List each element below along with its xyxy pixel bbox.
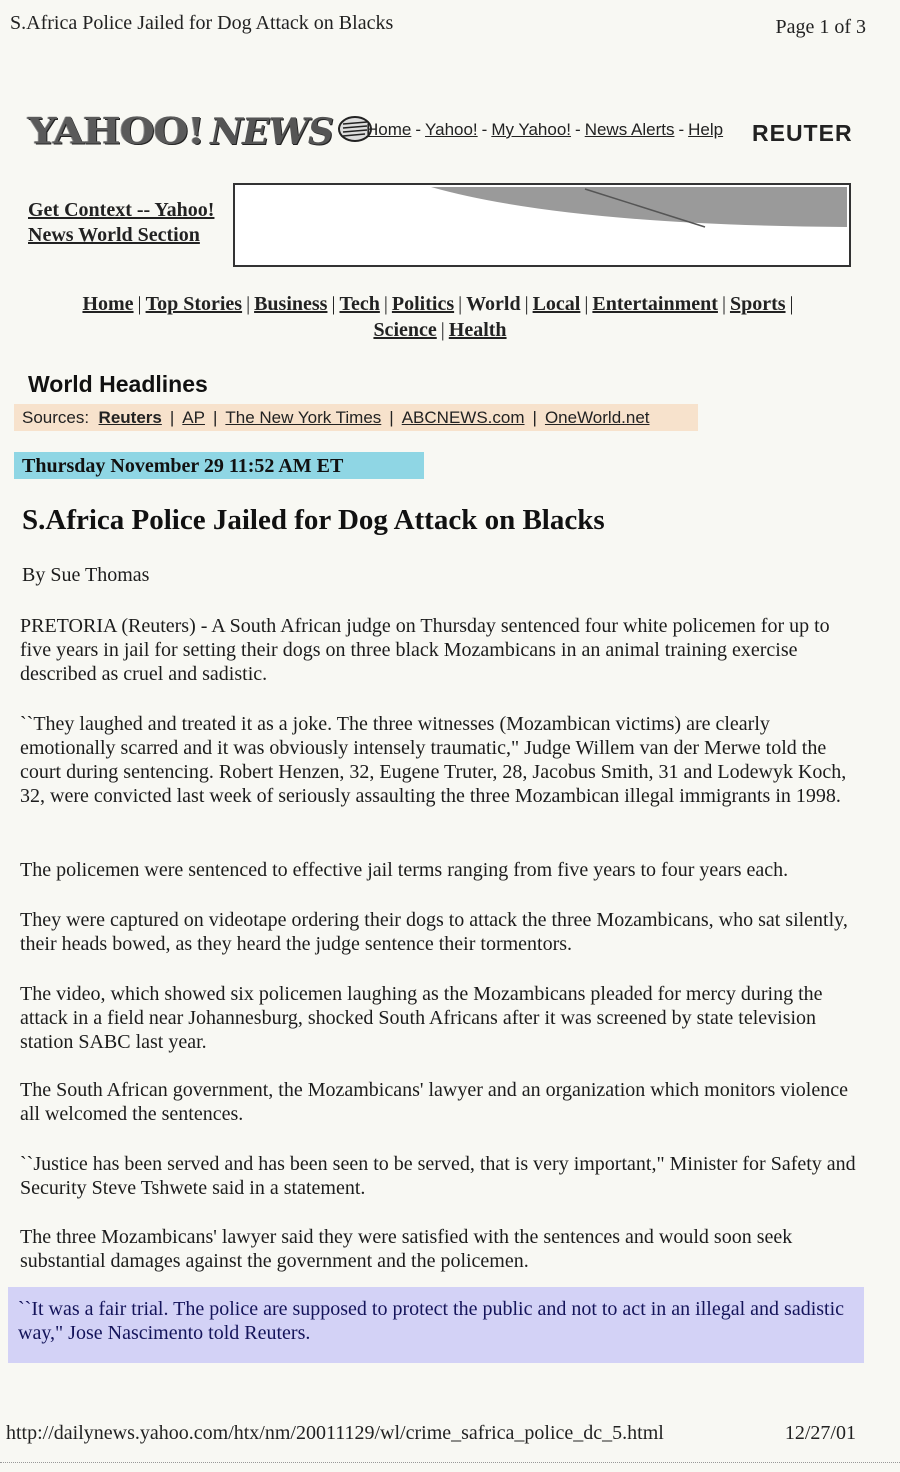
source-reuters[interactable]: Reuters <box>98 408 162 427</box>
article-paragraph: ``Justice has been served and has been seen to be served, that is very important," Minister for Safety and Security Steve Tshwete said in a statement. <box>20 1153 856 1199</box>
ad-banner[interactable] <box>233 183 851 267</box>
article-paragraph: The South African government, the Mozambicans' lawyer and an organization which monitors violence all welcomed the sentences. <box>20 1079 848 1125</box>
top-nav-yahoo[interactable]: Yahoo! <box>425 120 478 139</box>
cat-home[interactable]: Home <box>82 293 134 315</box>
category-nav: Home | Top Stories | Business | Tech | Politics | World | Local | Entertainment | Sports | Science | Health <box>82 293 794 341</box>
article-paragraph: PRETORIA (Reuters) - A South African judge on Thursday sentenced four white policemen for up to five years in jail for setting their dogs on three black Mozambicans in an animal training exercise described as cruel and sadistic. <box>20 615 830 685</box>
nav-separator: - <box>481 120 488 139</box>
yahoo-news-logo[interactable] <box>28 108 373 155</box>
context-link-line-1: Get Context -- Yahoo! <box>28 199 215 221</box>
print-footer-date: 12/27/01 <box>784 1422 856 1444</box>
cat-health[interactable]: Health <box>448 319 507 341</box>
article-paragraph: The policemen were sentenced to effective jail terms ranging from five years to four years each. <box>20 859 789 881</box>
top-nav-news-alerts[interactable]: News Alerts <box>584 120 675 139</box>
reuters-logo: REUTER <box>752 120 853 146</box>
article-paragraph: The three Mozambicans' lawyer said they were satisfied with the sentences and would soon seek substantial damages against the government and the policemen. <box>20 1226 793 1272</box>
article-headline: S.Africa Police Jailed for Dog Attack on Blacks <box>22 504 605 536</box>
nav-separator: - <box>575 120 581 139</box>
cat-tech[interactable]: Tech <box>339 293 380 315</box>
cat-entertainment[interactable]: Entertainment <box>592 293 718 315</box>
highlighted-quote: ``It was a fair trial. The police are supposed to protect the public and not to act in an illegal and sadistic way," Jose Nascimento told Reuters. <box>18 1298 845 1344</box>
cat-sports[interactable]: Sports <box>729 293 786 315</box>
top-nav <box>366 120 723 140</box>
top-nav-my-yahoo[interactable]: My Yahoo! <box>491 120 572 139</box>
sources-label: Sources: <box>22 408 90 427</box>
cat-local[interactable]: Local <box>532 293 581 315</box>
print-footer-url: http://dailynews.yahoo.com/htx/nm/20011129/wl/crime_safrica_police_dc_5.html <box>6 1422 664 1444</box>
top-nav-home[interactable]: Home <box>366 120 412 139</box>
source-nyt[interactable]: The New York Times <box>225 408 382 427</box>
article-byline: By Sue Thomas <box>22 564 150 586</box>
footer-divider <box>0 1462 900 1463</box>
print-header-title: S.Africa Police Jailed for Dog Attack on Blacks <box>10 12 394 34</box>
cat-science[interactable]: Science <box>373 319 437 341</box>
article-paragraph: They were captured on videotape ordering their dogs to attack the three Mozambicans, who sat silently, their heads bowed, as they heard the judge sentence their tormentors. <box>20 909 848 955</box>
article-paragraph: ``They laughed and treated it as a joke. The three witnesses (Mozambican victims) are clearly emotionally scarred and it was obviously intensely traumatic," Judge Willem van der Merwe told the court during sentencing. Robert Henzen, 32, Eugene Truter, 28, Jacobus Smith, 31 and Lodewyk Koch, 32, were convicted last week of seriously assaulting the three Mozambican illegal immigrants in 1998. <box>20 713 847 807</box>
cat-world-current: World <box>466 293 521 315</box>
cat-top-stories[interactable]: Top Stories <box>145 293 243 315</box>
news-logo-text: NEWS <box>210 110 333 153</box>
nav-separator: - <box>415 120 422 139</box>
article-paragraph: The video, which showed six policemen laughing as the Mozambicans pleaded for mercy during the attack in a field near Johannesburg, shocked South Africans after it was screened by state television station SABC last year. <box>20 983 823 1053</box>
source-oneworld[interactable]: OneWorld.net <box>544 408 650 427</box>
yahoo-logo-text: YAHOO! <box>28 110 205 153</box>
nav-separator: - <box>678 120 685 139</box>
source-abcnews[interactable]: ABCNEWS.com <box>401 408 525 427</box>
source-ap[interactable]: AP <box>182 408 205 427</box>
context-link-line-2: News World Section <box>28 224 200 246</box>
cat-business[interactable]: Business <box>254 293 328 315</box>
cat-politics[interactable]: Politics <box>391 293 455 315</box>
article-dateline: Thursday November 29 11:52 AM ET <box>14 452 424 479</box>
section-title: World Headlines <box>28 371 208 397</box>
context-world-section-link[interactable] <box>28 198 214 248</box>
sources-bar: Sources: Reuters | AP | The New York Times | ABCNEWS.com | OneWorld.net <box>14 404 698 431</box>
ad-banner-graphic <box>235 185 849 265</box>
print-header-page-number: Page 1 of 3 <box>775 16 866 38</box>
top-nav-help[interactable]: Help <box>688 120 724 139</box>
